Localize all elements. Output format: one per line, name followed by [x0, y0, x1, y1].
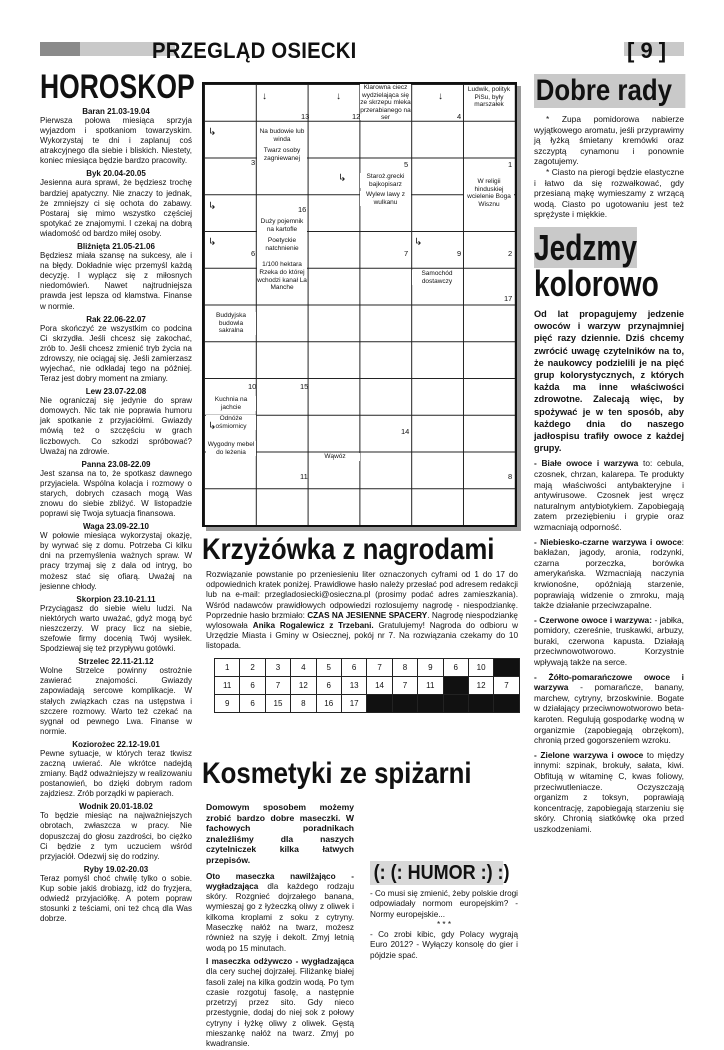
- solution-cell: 12: [468, 677, 493, 695]
- solution-cell: [367, 695, 392, 713]
- solution-cell: 6: [443, 659, 468, 677]
- sign-name: Strzelec 22.11-21.12: [78, 657, 154, 667]
- crossword-number: 14: [401, 427, 410, 436]
- arrow-right-icon: ↳: [338, 173, 347, 184]
- color-group-text: to między innymi: szpinak, brokuły, sałata, kiwi. Obfitują w witaminę C, kwas foliowy, przeciwutleniacze. Oczyszczają organizm z toksyn, poprawiają koncentrację, zapobiegają starzeniu się skóry. Chronią siatkówkę oka przed uszkodzeniami.: [534, 749, 685, 834]
- solution-cell: 13: [341, 677, 366, 695]
- sign-name: Waga 23.09-22.10: [83, 522, 149, 532]
- solution-cell: 11: [215, 677, 240, 695]
- joke-separator: * * *: [436, 919, 452, 929]
- crossword-number: 16: [298, 205, 307, 214]
- crossword-number: 4: [457, 112, 462, 121]
- crossword-clue: Wąwóz: [310, 453, 360, 461]
- color-group-title: - Zielone warzywa i owoce: [534, 749, 644, 760]
- sign-name: Rak 22.06-22.07: [86, 314, 146, 324]
- color-group: [534, 537, 684, 611]
- arrow-down-icon: ↓: [336, 91, 341, 102]
- recipe-2-title: I maseczka odżywczo - wygładzająca: [206, 956, 354, 966]
- arrow-right-icon: ↳: [208, 201, 217, 212]
- solution-cell: 7: [265, 677, 290, 695]
- recipe-1-title: Oto maseczka nawilżająco - wygładzająca: [206, 871, 354, 891]
- kosmetyki-column-2: [370, 802, 518, 961]
- solution-cell: 7: [367, 659, 392, 677]
- color-group-title: - Żółto-pomarańczowe owoce i warzywa: [534, 671, 684, 693]
- crossword-clue: Samochód dostawczy: [412, 270, 462, 285]
- jedzmy-lead: Od lat propagujemy jedzenie owoców i warzyw przynajmniej pięć razy dziennie. Dziś chcemy zwrócić uwagę czytelników na to, że naukowcy podzielili je na pięć grup kolorystycznych, z których każda ma inne właściwości zdrowotne. Zalecają więc, by spożywać je w ten sposób, aby każdego dnia do naszego jadłospisu trafiły owoce z każdej grupy.: [534, 308, 684, 454]
- crossword-number: 7: [404, 249, 409, 258]
- arrow-right-icon: ↳: [208, 421, 217, 432]
- color-group: [534, 750, 684, 835]
- solution-cell: 11: [418, 677, 443, 695]
- right-column: [534, 74, 684, 835]
- color-group-title: - Czerwone owoce i warzywa:: [534, 614, 652, 625]
- horoskop-signs: [40, 107, 192, 924]
- sign-text: Pierwsza połowa miesiąca sprzyja wyjazdom i spotkaniom towarzyskim. Wykorzystaj te dni i zaplanuj coś atrakcyjnego dla siebie i bliskich. Niestety, koniec miesiąca będzie bardzo pracowity.: [40, 116, 192, 166]
- solution-cell: 12: [291, 677, 316, 695]
- arrow-down-icon: ↓: [262, 91, 267, 102]
- sign-name: Lew 23.07-22.08: [85, 387, 147, 397]
- crossword-number: 3: [251, 158, 256, 167]
- solution-cell: 4: [291, 659, 316, 677]
- crossword-clue: Odnóże ośmiornicy: [206, 415, 256, 430]
- dobre-rady-title: Dobre rady: [534, 74, 685, 108]
- krzyzowka-p3: Gratulujemy! Nagroda do odbioru w Urzędzie Miasta i Gminy w Osiecznej, pokój nr 7. Na rozwiązania czekamy do 10 listopada.: [206, 621, 518, 651]
- solution-cell: 15: [265, 695, 290, 713]
- sign-name: Skorpion 23.10-21.11: [76, 594, 156, 604]
- solution-cell: 17: [341, 695, 366, 713]
- page-number: [ 9 ]: [627, 38, 667, 63]
- solution-cell: 6: [316, 677, 341, 695]
- dobre-rady-tip-1: * Zupa pomidorowa nabierze wyjątkowego aromatu, jeśli przyprawimy ją łyżką śmietany kremówki oraz szczyptą cynamonu i ponownie zagotujemy.: [534, 114, 684, 167]
- arrow-right-icon: ↳: [414, 237, 423, 248]
- winner-name: Anika Rogalewicz z Trzebani.: [252, 621, 374, 631]
- sign-text: To będzie miesiąc na najważniejszych obrotach, zwłaszcza w pracy. Nie dopuszczaj do głosu zazdrości, bo ciężko Ci będzie z tym uczuciem wśród przyjaciół. Odezwij się do rodziny.: [40, 811, 192, 861]
- solution-cell: 5: [316, 659, 341, 677]
- kosmetyki-column-1: [206, 802, 354, 1050]
- sign-text: Jesienna aura sprawi, że będziesz trochę bardziej apatyczny. Nie znaczy to jednak, że zmniejszy ci się ochota do zabawy. Postaraj się mimo wszystko częściej spotykać ze znajomymi. I czekaj na dobrą wiadomość od bardzo miłej osoby.: [40, 178, 192, 238]
- crossword-number: 9: [457, 249, 462, 258]
- crossword-number: 1: [508, 160, 513, 169]
- crossword-clue: Staroż.grecki bajkopisarz: [360, 173, 411, 188]
- solution-cell: 8: [291, 695, 316, 713]
- crossword-number: 2: [508, 249, 513, 258]
- solution-cell: 8: [392, 659, 417, 677]
- color-groups: [534, 458, 684, 834]
- solution-cell: 7: [392, 677, 417, 695]
- color-group-title: - Niebiesko-czarne warzywa i owoce: [534, 536, 682, 547]
- recipe-2-text: dla cery suchej dojrzałej. Filiżankę białej fasoli zalej na kilka godzin wodą. Po tym czasie rozgotuj fasolę, a następnie przetrzyj przez sito. Gdy nieco przestygnie, dodaj do niej sok z połowy cytryny i łyżkę oliwy z oliwek. Gęstą mieszankę nałóż na twarz. Zmyj po kwadransie.: [206, 967, 354, 1049]
- jedzmy-title-1: [534, 226, 651, 268]
- crossword-clue: Wygodny mebel do leżenia: [207, 441, 255, 456]
- sign-text: Pewne sytuacje, w których teraz tkwisz zaczną uwierać. Ale wkrótce nadejdą zmiany. Bądź odważniejszy w realizowaniu postanowień, bo dzięki dobrym radom zajdziesz. Zrób porządki w papierach.: [40, 748, 192, 799]
- color-group-text: : bakłażan, jagody, aronia, rodzynki, czarna porzeczka, borówka amerykańska. Wzmacniają naczynia krwionośne, opóźniają starzenie, poprawiają widzenie o zmroku, mają także działanie przeciwzapalne.: [534, 536, 684, 611]
- recipe-1-text: dla każdego rodzaju skóry. Rozgnieć dojrzałego banana, wymieszaj go z łyżeczką oliwy z oliwek i kilkoma kroplami z soku z cytryny. Maseczkę nałóż na twarz, możesz również na szyję i dekolt. Zmyj letnią wodą po 15 minutach.: [206, 881, 354, 953]
- crossword-clue: W religii hinduskiej wcielenie Boga Wisznu: [464, 178, 514, 208]
- horoskop-title: HOROSKOP: [40, 68, 195, 106]
- kosmetyki-title: Kosmetyki ze spiżarni: [202, 757, 472, 790]
- sign-name: Baran 21.03-19.04: [82, 107, 150, 116]
- sign-name: Byk 20.04-20.05: [86, 169, 146, 179]
- krzyzowka-text: [206, 570, 518, 652]
- sign-text: Nie ograniczaj się jedynie do spraw domowych. Nic tak nie poprawia humoru jak spotkanie z przyjaciółmi. Gwiazdy mówią też o szczęściu w grach liczbowych. Co szkodzi spróbować? Uważaj na zdrowie.: [40, 396, 192, 456]
- dobre-rady-tip-2: * Ciasto na pierogi będzie elastyczne i łatwo da się rozwałkować, gdy przesianą mąkę wymieszamy z wrzącą wodą. Ciasto po ugotowaniu jest też sprężyste i miękkie.: [534, 166, 684, 220]
- crossword-number: 10: [248, 382, 257, 391]
- joke-2: - Co zrobi kibic, gdy Polacy wygrają Euro 2012? - Wyłączy konsolę do gier i pójdzie spać.: [370, 930, 518, 960]
- crossword-number: 12: [352, 112, 361, 121]
- sign-text: Przyciągasz do siebie wielu ludzi. Na niektórych warto uważać, gdyż mogą być nieszczerzy. W pracy licz na siebie, szefowie firmy docenią Twój wysiłek. Spodziewaj się też przypływu gotówki.: [40, 603, 192, 654]
- color-group: [534, 672, 684, 746]
- solution-cell: [494, 695, 519, 713]
- crossword-number: 17: [504, 294, 513, 303]
- solution-cell: 10: [468, 659, 493, 677]
- solution-cell: 9: [418, 659, 443, 677]
- crossword-clue: Poetyckie natchnienie: [257, 237, 307, 252]
- header-bar: [40, 42, 684, 56]
- solution-cell: 6: [240, 677, 265, 695]
- sign-text: Teraz pomyśl choć chwilę tylko o sobie. Kup sobie jakiś drobiazg, idź do fryzjera, odwiedź przyjaciółkę. A potem popraw stosunki z teściami, oni też chcą dla Was dobrze.: [40, 873, 192, 924]
- color-group-text: - jabłka, pomidory, czereśnie, truskawki, arbuzy, buraki, czerwona kapusta. Działają przeciwnowotworowo. Korzystnie wpływają także na serce.: [534, 614, 685, 668]
- solution-cell: [418, 695, 443, 713]
- joke-1: - Co musi się zmienić, żeby polskie drogi odpowiadały normom europejskim? - Normy europejskie...: [370, 889, 518, 919]
- solution-cell: 14: [367, 677, 392, 695]
- humor-title: (: (: HUMOR :) :): [370, 861, 503, 885]
- crossword-clue: Wylew lawy z wulkanu: [360, 191, 411, 206]
- crossword-clue: Na budowie lub winda: [257, 128, 307, 143]
- solution-grid: [214, 658, 520, 713]
- solution-cell: 16: [316, 695, 341, 713]
- crossword-number: 5: [404, 160, 409, 169]
- solution-cell: [392, 695, 417, 713]
- header-bar-dark: [40, 42, 80, 56]
- crossword-clue: Klarowna ciecz wydzielająca się ze skrzepu mleka przerabianego na ser: [360, 84, 411, 121]
- crossword-number: 11: [300, 472, 308, 481]
- jedzmy-title-2: kolorowo: [534, 262, 659, 304]
- horoskop-column: [40, 68, 195, 924]
- solution-cell: [494, 659, 519, 677]
- color-group-title: - Białe owoce i warzywa: [534, 458, 639, 469]
- prev-answer: CZAS NA JESIENNE SPACERY: [307, 610, 428, 620]
- crossword-grid: [202, 82, 517, 527]
- crossword-number: 15: [300, 382, 309, 391]
- sign-text: Jest szansa na to, że spotkasz dawnego przyjaciela. Wspólna kolacja i rozmowy o starych, dobrych czasach mogą Was znowu do siebie zbliżyć. W listopadzie poprawi się Twoja sytuacja finansowa.: [40, 468, 192, 519]
- sign-text: W połowie miesiąca wykorzystaj okazję, by wyrwać się z domu. Potrzeba Ci kilku dni na przemyślenia ważnych spraw. W pracy trzymaj się z dala od intryg, bo możesz stać się ofiarą. Uważaj na jesienne chłody.: [40, 531, 192, 591]
- crossword-clue: Kuchnia na jachcie: [206, 396, 256, 411]
- crossword-clue: Rzeka do której wchodzi kanał La Manche: [257, 269, 307, 291]
- page-title: PRZEGLĄD OSIECKI: [152, 38, 357, 63]
- arrow-right-icon: ↳: [208, 237, 217, 248]
- arrow-down-icon: ↓: [438, 91, 443, 102]
- solution-cell: 6: [240, 695, 265, 713]
- color-group: [534, 615, 684, 668]
- krzyzowka-p1: Rozwiązanie powstanie po przeniesieniu liter oznaczonych cyframi od 1 do 17 do odpowiednich kratek poniżej. Prawidłowe hasło należy przesłać pod adresem redakcji lub na e-mail: przegladosiecki@osieczna.pl (prosimy podać adres zamieszkania). Wśród nadawców prawidłowych odpowiedzi rozlosujemy nagrodę - niespodziankę. Poprzednie hasło brzmiało:: [206, 570, 518, 620]
- crossword-clue: Ludwik, polityk PiSu, były marszałek: [464, 86, 514, 109]
- sign-name: Koziorożec 22.12-19.01: [72, 739, 160, 749]
- color-group-text: - pomarańcze, banany, marchew, cytryny, brzoskwinie. Bogate w działający przeciwnowotworowo beta-karoten. Regulują gospodarkę wodną w organizmie (zapobiegają obrzękom), chronią przed gogorszeniem wzroku.: [534, 682, 684, 746]
- kosmetyki-lead: Domowym sposobem możemy zrobić bardzo dobre maseczki. W fachowych poradnikach znaleźliśmy dla naszych czytelniczek kilka łatwych przepisów.: [206, 802, 354, 865]
- sign-text: Wolne Strzelce powinny ostrożnie zawierać znajomości. Gwiazdy zapowiadają sercowe komplikacje. W stałych związkach czas na ustępstwa i szczere rozmowy. Warto też czekać na sygnał od pewnego Lwa. Finanse w normie.: [40, 666, 192, 736]
- crossword-number: 6: [251, 249, 256, 258]
- sign-text: Pora skończyć ze wszystkim co podcina Ci skrzydła. Jeśli chcesz się zakochać, zrób to. Jeśli chcesz zmienić tryb życia na zdrowszy, nie ociągaj się. Jeśli zamierzasz wyjechać, nie odkładaj tego na później. Teraz jest dobry moment na zmiany.: [40, 323, 192, 384]
- sign-text: Będziesz miała szansę na sukcesy, ale i na błędy. Dokładnie więc przemyśl każdą decyzję. I wyplącz się z miłosnych niedomówień. Nawet najtrudniejsza prawda jest lepsza od kłamstwa. Finanse w normie.: [40, 251, 192, 311]
- sign-name: Ryby 19.02-20.03: [83, 864, 149, 874]
- solution-cell: 1: [215, 659, 240, 677]
- krzyzowka-title: Krzyżówka z nagrodami: [202, 533, 495, 566]
- sign-name: Wodnik 20.01-18.02: [79, 802, 153, 812]
- crossword-clue: Twarz osoby zagniewanej: [257, 147, 307, 162]
- solution-cell: 3: [265, 659, 290, 677]
- solution-cell: [468, 695, 493, 713]
- solution-cell: [443, 677, 468, 695]
- solution-cell: 6: [341, 659, 366, 677]
- sign-name: Panna 23.08-22.09: [81, 459, 151, 469]
- solution-cell: 7: [494, 677, 519, 695]
- solution-cell: 9: [215, 695, 240, 713]
- krzyzowka-p2: . Nagrodę niespodziankę wylosowała: [206, 610, 518, 631]
- solution-cell: [443, 695, 468, 713]
- arrow-right-icon: ↳: [208, 127, 217, 138]
- color-group: [534, 458, 684, 532]
- crossword-number: 13: [301, 112, 310, 121]
- color-group-text: to: cebula, czosnek, chrzan, kalarepa. Te produkty mają właściwości antybakteryjne i antywirusowe. Czosnek jest wręcz naturalnym antybiotykiem. Zapobiegają zatem przeziębieniu i grypie oraz wzmacniają odporność.: [534, 458, 684, 532]
- solution-cell: 2: [240, 659, 265, 677]
- crossword-number: 8: [508, 472, 513, 481]
- crossword-clue: Duży pojemnik na kartofle: [257, 218, 307, 233]
- jedzmy-title-text: Jedzmy: [534, 226, 638, 268]
- sign-name: Bliźnięta 21.05-21.06: [77, 242, 155, 252]
- crossword-clue: 1/100 hektara: [257, 261, 307, 269]
- crossword-clue: Buddyjska budowla sakralna: [206, 312, 256, 335]
